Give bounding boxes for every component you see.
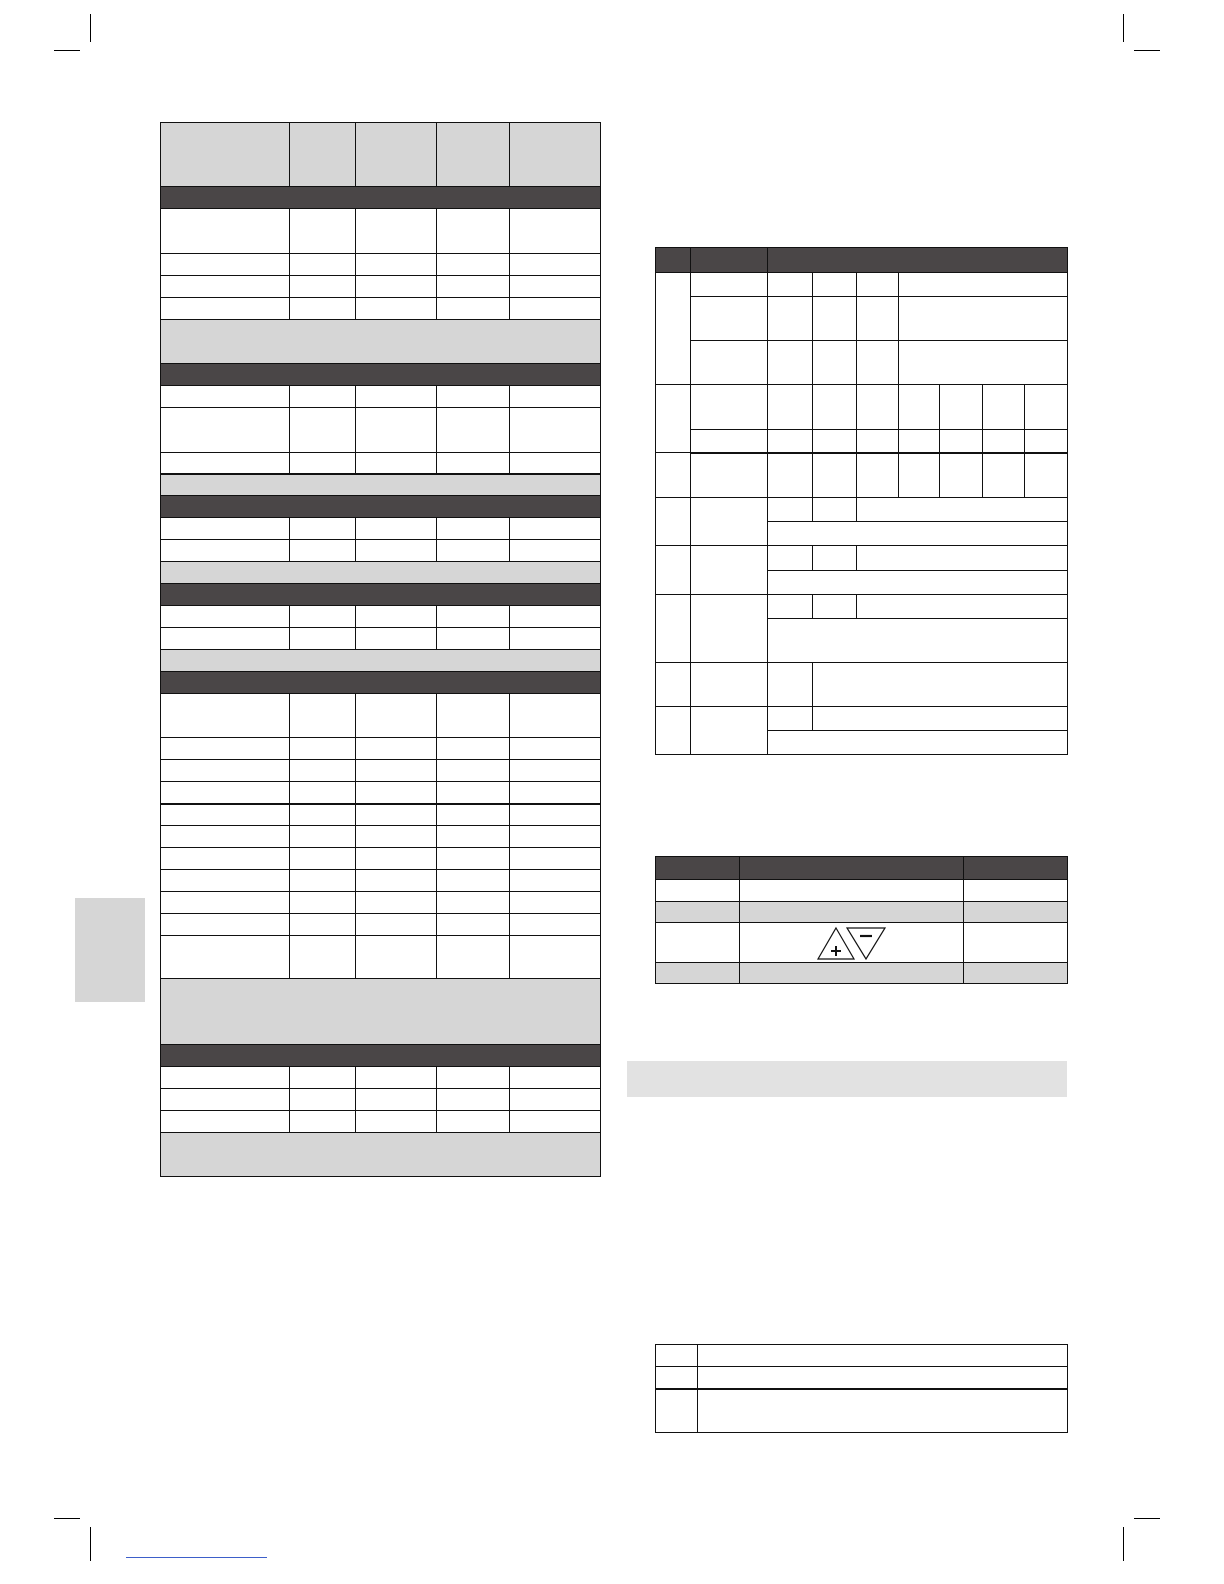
table-row-section xyxy=(161,1045,601,1067)
table-row xyxy=(161,276,601,298)
table-row xyxy=(161,760,601,782)
left-spec-table xyxy=(160,122,601,1177)
table-row xyxy=(656,341,1068,385)
table-row-section xyxy=(161,584,601,606)
table-row xyxy=(161,254,601,276)
footer-link-underline xyxy=(126,1557,267,1558)
table-row xyxy=(656,880,1068,902)
table-row xyxy=(656,453,1068,498)
table-row xyxy=(656,595,1068,619)
table-row xyxy=(161,804,601,826)
table-row xyxy=(656,923,1068,963)
table-row xyxy=(161,606,601,628)
table-row-section xyxy=(161,364,601,386)
table-row xyxy=(656,273,1068,297)
right-note-table xyxy=(655,1344,1068,1433)
table-row xyxy=(656,1389,1068,1433)
table-row xyxy=(161,628,601,650)
table-row xyxy=(161,518,601,540)
table-row-note xyxy=(161,979,601,1045)
table-row xyxy=(656,1367,1068,1389)
table-row xyxy=(161,298,601,320)
minus-triangle-icon xyxy=(847,928,885,959)
table-row xyxy=(656,902,1068,923)
plus-triangle-icon xyxy=(818,928,854,959)
right-button-table xyxy=(655,856,1068,984)
table-row xyxy=(161,408,601,453)
table-row xyxy=(161,1111,601,1133)
table-row-note xyxy=(161,1133,601,1177)
table-row-section xyxy=(161,672,601,694)
plus-minus-buttons-icon xyxy=(816,926,888,960)
table-row xyxy=(656,707,1068,731)
table-row xyxy=(161,694,601,738)
crop-mark-bottom-left-h xyxy=(54,1518,80,1519)
table-row xyxy=(656,385,1068,430)
crop-mark-bottom-right-v xyxy=(1123,1527,1124,1561)
crop-mark-top-right-v xyxy=(1123,14,1124,42)
table-row xyxy=(161,914,601,936)
table-row-header xyxy=(656,248,1068,273)
table-row xyxy=(161,936,601,979)
right-settings-table xyxy=(655,247,1068,755)
table-row-header xyxy=(656,857,1068,880)
table-row xyxy=(656,663,1068,707)
table-row xyxy=(656,546,1068,571)
table-row xyxy=(656,297,1068,341)
crop-mark-bottom-left-v xyxy=(90,1527,91,1561)
table-row-section xyxy=(161,496,601,518)
side-section-tab xyxy=(75,898,145,1002)
crop-mark-top-left-h xyxy=(54,50,80,51)
table-row xyxy=(161,826,601,848)
table-row xyxy=(161,782,601,804)
table-row xyxy=(656,1345,1068,1367)
table-row-section xyxy=(161,187,601,209)
table-row xyxy=(161,892,601,914)
table-row-note xyxy=(161,320,601,364)
table-row-note xyxy=(161,650,601,672)
crop-mark-bottom-right-h xyxy=(1134,1518,1160,1519)
crop-mark-top-left-v xyxy=(90,14,91,42)
table-row xyxy=(161,209,601,254)
crop-mark-top-right-h xyxy=(1134,50,1160,51)
table-row xyxy=(161,870,601,892)
table-row-note xyxy=(161,474,601,496)
table-row xyxy=(656,963,1068,984)
table-row xyxy=(161,386,601,408)
table-row xyxy=(656,430,1068,453)
section-header-band xyxy=(627,1061,1067,1097)
table-row-header xyxy=(161,123,601,187)
table-row xyxy=(161,453,601,474)
table-row xyxy=(161,540,601,562)
table-row xyxy=(656,498,1068,522)
table-row xyxy=(161,1067,601,1089)
table-row xyxy=(161,848,601,870)
table-row-note xyxy=(161,562,601,584)
table-row xyxy=(161,738,601,760)
table-row xyxy=(161,1089,601,1111)
